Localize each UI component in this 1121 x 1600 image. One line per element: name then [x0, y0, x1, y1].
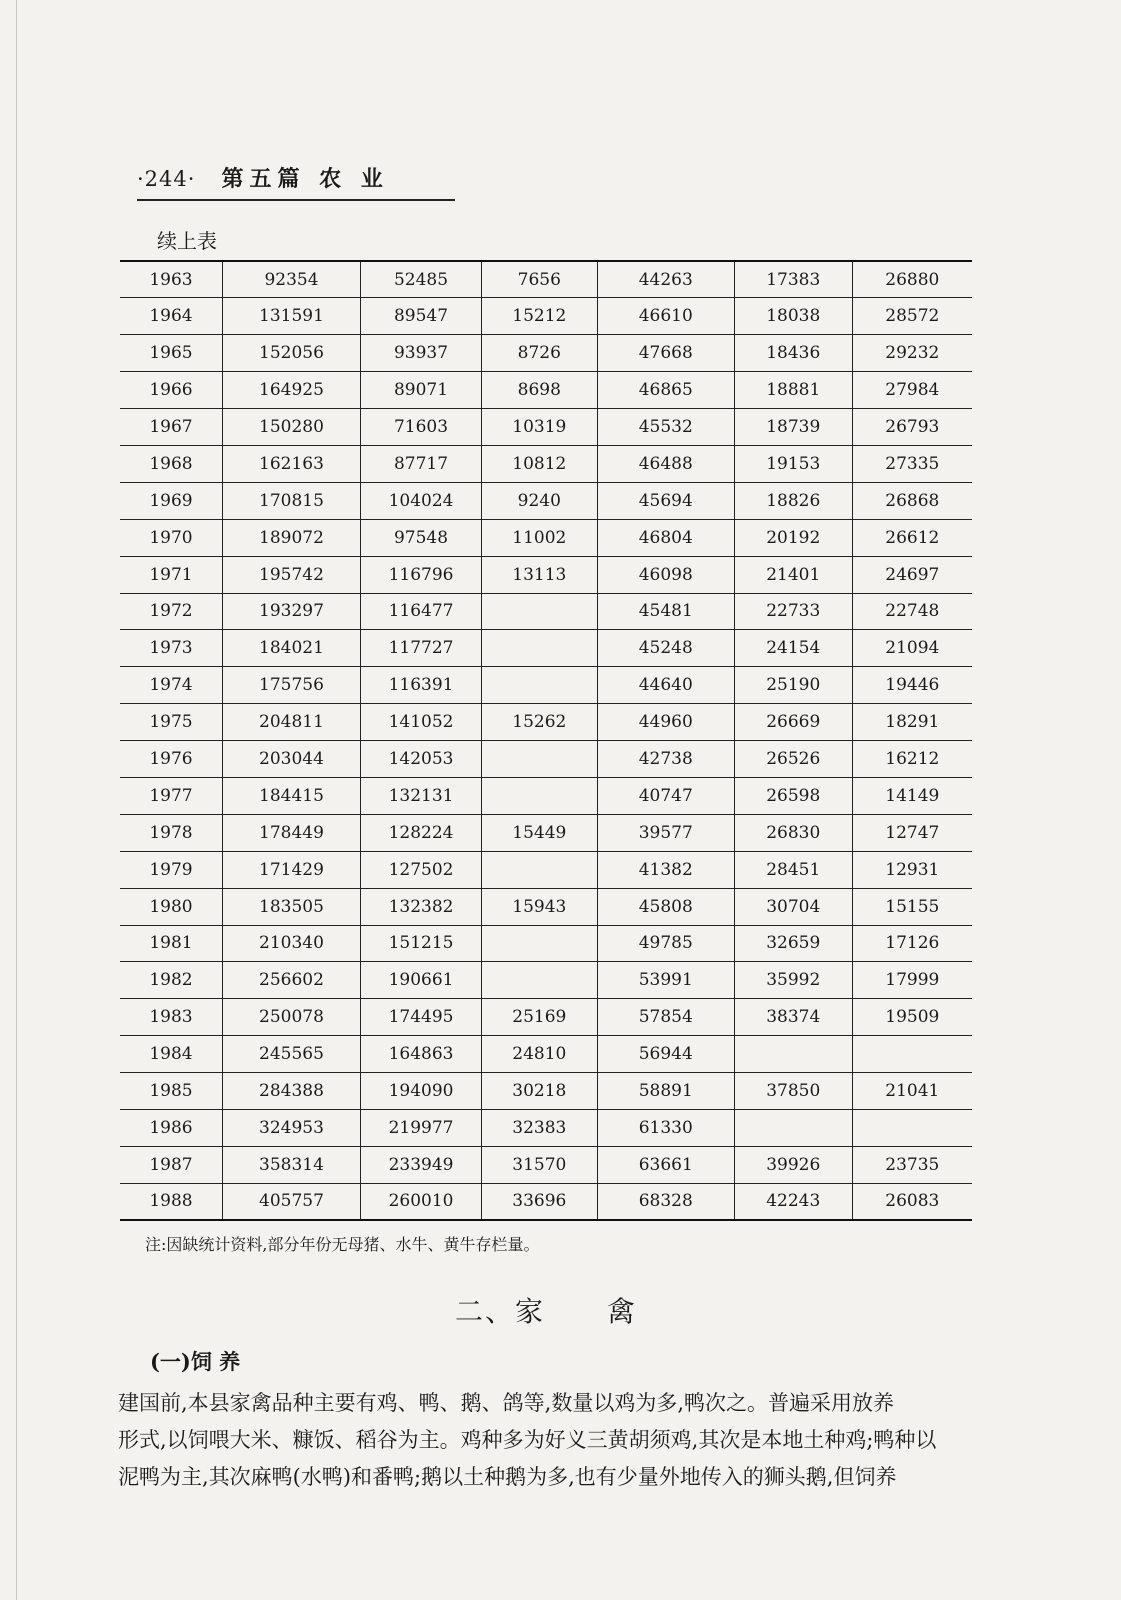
value-cell: 116796 — [361, 556, 482, 593]
value-cell: 18881 — [734, 372, 852, 409]
table-row — [120, 814, 972, 851]
page-header — [137, 162, 455, 193]
value-cell: 8698 — [481, 372, 597, 409]
value-cell: 45694 — [597, 482, 734, 519]
year-cell: 1974 — [120, 667, 222, 704]
value-cell: 152056 — [222, 335, 360, 372]
value-cell — [481, 630, 597, 667]
value-cell: 204811 — [222, 704, 360, 741]
subsection-title: (一)饲 养 — [150, 1349, 241, 1374]
value-cell: 7656 — [481, 261, 597, 298]
value-cell: 260010 — [361, 1183, 482, 1220]
value-cell: 104024 — [361, 482, 482, 519]
value-cell: 25190 — [734, 667, 852, 704]
value-cell: 131591 — [222, 298, 360, 335]
value-cell: 195742 — [222, 556, 360, 593]
value-cell: 24810 — [481, 1036, 597, 1073]
value-cell: 203044 — [222, 741, 360, 778]
value-cell: 28572 — [852, 298, 972, 335]
year-cell: 1975 — [120, 704, 222, 741]
year-cell: 1969 — [120, 482, 222, 519]
value-cell: 13113 — [481, 556, 597, 593]
year-cell: 1963 — [120, 261, 222, 298]
value-cell: 24697 — [852, 556, 972, 593]
table-row — [120, 445, 972, 482]
year-cell: 1973 — [120, 630, 222, 667]
value-cell: 45808 — [597, 888, 734, 925]
table-row — [120, 1183, 972, 1220]
value-cell: 87717 — [361, 445, 482, 482]
value-cell — [852, 1109, 972, 1146]
table-row — [120, 704, 972, 741]
value-cell: 39926 — [734, 1146, 852, 1183]
body-line: 形式,以饲喂大米、糠饭、稻谷为主。鸡种多为好义三黄胡须鸡,其次是本地土种鸡;鸭种以 — [118, 1428, 937, 1452]
value-cell — [734, 1109, 852, 1146]
value-cell: 190661 — [361, 962, 482, 999]
livestock-table — [120, 260, 972, 1221]
section-title — [455, 1290, 637, 1330]
value-cell: 45481 — [597, 593, 734, 630]
value-cell: 15943 — [481, 888, 597, 925]
table-row — [120, 1036, 972, 1073]
value-cell: 42243 — [734, 1183, 852, 1220]
section-title-part2: 禽 — [607, 1295, 638, 1328]
value-cell: 44960 — [597, 704, 734, 741]
value-cell: 127502 — [361, 851, 482, 888]
value-cell: 52485 — [361, 261, 482, 298]
year-cell: 1978 — [120, 814, 222, 851]
value-cell: 25169 — [481, 999, 597, 1036]
value-cell: 14149 — [852, 777, 972, 814]
value-cell: 174495 — [361, 999, 482, 1036]
value-cell: 19446 — [852, 667, 972, 704]
value-cell: 10812 — [481, 445, 597, 482]
table-row — [120, 888, 972, 925]
value-cell: 32383 — [481, 1109, 597, 1146]
page-number: ·244· — [137, 167, 196, 191]
value-cell: 170815 — [222, 482, 360, 519]
header-rule — [137, 199, 455, 201]
year-cell: 1985 — [120, 1073, 222, 1110]
value-cell: 183505 — [222, 888, 360, 925]
value-cell: 18038 — [734, 298, 852, 335]
value-cell: 11002 — [481, 519, 597, 556]
value-cell: 17126 — [852, 925, 972, 962]
year-cell: 1972 — [120, 593, 222, 630]
year-cell: 1971 — [120, 556, 222, 593]
value-cell — [481, 741, 597, 778]
value-cell: 256602 — [222, 962, 360, 999]
table-row — [120, 741, 972, 778]
value-cell: 45248 — [597, 630, 734, 667]
value-cell: 18291 — [852, 704, 972, 741]
table-row — [120, 261, 972, 298]
value-cell: 46098 — [597, 556, 734, 593]
value-cell: 35992 — [734, 962, 852, 999]
table-row — [120, 298, 972, 335]
value-cell: 26083 — [852, 1183, 972, 1220]
value-cell — [734, 1036, 852, 1073]
table-row — [120, 1109, 972, 1146]
table-row — [120, 335, 972, 372]
value-cell: 71603 — [361, 409, 482, 446]
table-row — [120, 630, 972, 667]
table-row — [120, 999, 972, 1036]
value-cell: 245565 — [222, 1036, 360, 1073]
table-row — [120, 593, 972, 630]
value-cell: 21041 — [852, 1073, 972, 1110]
value-cell: 19153 — [734, 445, 852, 482]
value-cell: 142053 — [361, 741, 482, 778]
value-cell: 128224 — [361, 814, 482, 851]
value-cell: 92354 — [222, 261, 360, 298]
value-cell: 31570 — [481, 1146, 597, 1183]
value-cell: 23735 — [852, 1146, 972, 1183]
value-cell: 47668 — [597, 335, 734, 372]
value-cell: 210340 — [222, 925, 360, 962]
value-cell: 28451 — [734, 851, 852, 888]
value-cell: 132382 — [361, 888, 482, 925]
value-cell: 219977 — [361, 1109, 482, 1146]
value-cell: 29232 — [852, 335, 972, 372]
year-cell: 1979 — [120, 851, 222, 888]
value-cell: 132131 — [361, 777, 482, 814]
value-cell: 9240 — [481, 482, 597, 519]
value-cell: 46488 — [597, 445, 734, 482]
value-cell: 42738 — [597, 741, 734, 778]
value-cell — [481, 593, 597, 630]
value-cell: 26598 — [734, 777, 852, 814]
value-cell: 12747 — [852, 814, 972, 851]
value-cell: 97548 — [361, 519, 482, 556]
value-cell: 26526 — [734, 741, 852, 778]
value-cell: 12931 — [852, 851, 972, 888]
year-cell: 1983 — [120, 999, 222, 1036]
value-cell: 194090 — [361, 1073, 482, 1110]
value-cell: 16212 — [852, 741, 972, 778]
value-cell: 184415 — [222, 777, 360, 814]
value-cell: 164863 — [361, 1036, 482, 1073]
value-cell: 10319 — [481, 409, 597, 446]
value-cell: 17999 — [852, 962, 972, 999]
value-cell: 358314 — [222, 1146, 360, 1183]
year-cell: 1968 — [120, 445, 222, 482]
value-cell: 193297 — [222, 593, 360, 630]
year-cell: 1967 — [120, 409, 222, 446]
year-cell: 1981 — [120, 925, 222, 962]
value-cell: 46610 — [597, 298, 734, 335]
table-row — [120, 851, 972, 888]
value-cell: 184021 — [222, 630, 360, 667]
value-cell — [481, 962, 597, 999]
table-row — [120, 519, 972, 556]
value-cell: 89071 — [361, 372, 482, 409]
value-cell: 46865 — [597, 372, 734, 409]
year-cell: 1982 — [120, 962, 222, 999]
value-cell: 93937 — [361, 335, 482, 372]
value-cell: 38374 — [734, 999, 852, 1036]
value-cell: 150280 — [222, 409, 360, 446]
chapter-title: 第五篇 农 业 — [221, 166, 389, 192]
value-cell: 89547 — [361, 298, 482, 335]
value-cell: 41382 — [597, 851, 734, 888]
value-cell: 26830 — [734, 814, 852, 851]
value-cell: 45532 — [597, 409, 734, 446]
value-cell: 22733 — [734, 593, 852, 630]
table-row — [120, 777, 972, 814]
table-row — [120, 925, 972, 962]
value-cell: 26612 — [852, 519, 972, 556]
value-cell: 26868 — [852, 482, 972, 519]
value-cell: 32659 — [734, 925, 852, 962]
table-row — [120, 556, 972, 593]
value-cell: 21094 — [852, 630, 972, 667]
table-note: 注:因缺统计资料,部分年份无母猪、水牛、黄牛存栏量。 — [145, 1235, 540, 1254]
value-cell — [481, 777, 597, 814]
value-cell: 44263 — [597, 261, 734, 298]
value-cell: 57854 — [597, 999, 734, 1036]
value-cell: 17383 — [734, 261, 852, 298]
table-row — [120, 482, 972, 519]
value-cell: 68328 — [597, 1183, 734, 1220]
value-cell: 39577 — [597, 814, 734, 851]
value-cell: 8726 — [481, 335, 597, 372]
body-line: 泥鸭为主,其次麻鸭(水鸭)和番鸭;鹅以土种鹅为多,也有少量外地传入的狮头鹅,但饲养 — [118, 1465, 897, 1489]
value-cell: 21401 — [734, 556, 852, 593]
table-row — [120, 1146, 972, 1183]
value-cell: 49785 — [597, 925, 734, 962]
value-cell: 44640 — [597, 667, 734, 704]
value-cell: 26669 — [734, 704, 852, 741]
value-cell: 58891 — [597, 1073, 734, 1110]
value-cell: 162163 — [222, 445, 360, 482]
value-cell: 26880 — [852, 261, 972, 298]
year-cell: 1986 — [120, 1109, 222, 1146]
value-cell — [481, 667, 597, 704]
value-cell: 116391 — [361, 667, 482, 704]
value-cell: 20192 — [734, 519, 852, 556]
value-cell: 24154 — [734, 630, 852, 667]
value-cell: 250078 — [222, 999, 360, 1036]
year-cell: 1988 — [120, 1183, 222, 1220]
value-cell: 18739 — [734, 409, 852, 446]
value-cell: 30704 — [734, 888, 852, 925]
table-continuation-label: 续上表 — [157, 229, 217, 253]
value-cell: 46804 — [597, 519, 734, 556]
value-cell: 116477 — [361, 593, 482, 630]
table-row — [120, 1073, 972, 1110]
year-cell: 1977 — [120, 777, 222, 814]
value-cell: 40747 — [597, 777, 734, 814]
value-cell: 233949 — [361, 1146, 482, 1183]
year-cell: 1987 — [120, 1146, 222, 1183]
value-cell: 27335 — [852, 445, 972, 482]
value-cell — [481, 851, 597, 888]
section-title-part1: 二、家 — [455, 1295, 546, 1328]
value-cell: 18826 — [734, 482, 852, 519]
value-cell: 56944 — [597, 1036, 734, 1073]
value-cell: 27984 — [852, 372, 972, 409]
value-cell — [481, 925, 597, 962]
value-cell: 30218 — [481, 1073, 597, 1110]
year-cell: 1965 — [120, 335, 222, 372]
value-cell: 117727 — [361, 630, 482, 667]
table-row — [120, 409, 972, 446]
value-cell: 151215 — [361, 925, 482, 962]
value-cell: 171429 — [222, 851, 360, 888]
table-row — [120, 667, 972, 704]
year-cell: 1980 — [120, 888, 222, 925]
value-cell: 15155 — [852, 888, 972, 925]
value-cell: 33696 — [481, 1183, 597, 1220]
value-cell: 175756 — [222, 667, 360, 704]
year-cell: 1984 — [120, 1036, 222, 1073]
value-cell: 53991 — [597, 962, 734, 999]
value-cell: 324953 — [222, 1109, 360, 1146]
value-cell: 22748 — [852, 593, 972, 630]
value-cell: 284388 — [222, 1073, 360, 1110]
value-cell: 405757 — [222, 1183, 360, 1220]
value-cell: 63661 — [597, 1146, 734, 1183]
body-line: 建国前,本县家禽品种主要有鸡、鸭、鹅、鸽等,数量以鸡为多,鸭次之。普遍采用放养 — [118, 1391, 895, 1415]
page-edge-line — [16, 0, 17, 1600]
value-cell — [852, 1036, 972, 1073]
value-cell: 61330 — [597, 1109, 734, 1146]
body-paragraph — [118, 1385, 982, 1496]
value-cell: 189072 — [222, 519, 360, 556]
table-row — [120, 372, 972, 409]
value-cell: 15449 — [481, 814, 597, 851]
year-cell: 1964 — [120, 298, 222, 335]
value-cell: 164925 — [222, 372, 360, 409]
value-cell: 18436 — [734, 335, 852, 372]
value-cell: 178449 — [222, 814, 360, 851]
year-cell: 1976 — [120, 741, 222, 778]
value-cell: 15212 — [481, 298, 597, 335]
table-row — [120, 962, 972, 999]
value-cell: 37850 — [734, 1073, 852, 1110]
value-cell: 141052 — [361, 704, 482, 741]
value-cell: 19509 — [852, 999, 972, 1036]
value-cell: 15262 — [481, 704, 597, 741]
year-cell: 1966 — [120, 372, 222, 409]
value-cell: 26793 — [852, 409, 972, 446]
year-cell: 1970 — [120, 519, 222, 556]
